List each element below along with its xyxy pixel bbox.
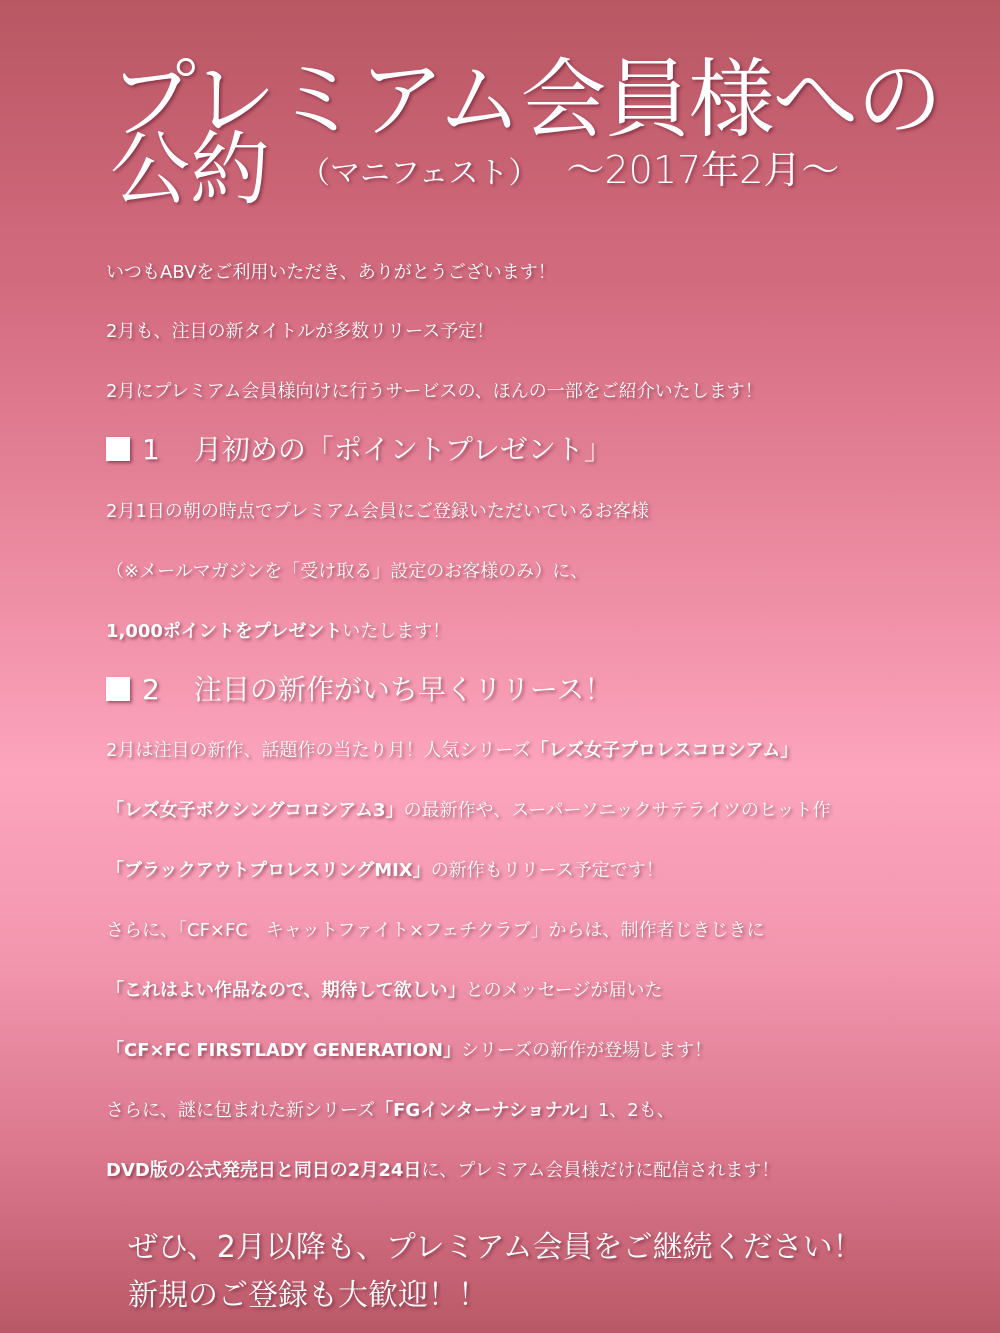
body-text: の最新作や、スーパーソニックサテライツのヒット作 <box>403 800 831 821</box>
intro-line-1: いつもABVをご利用いただき、ありがとうございます！ <box>106 262 556 283</box>
page-title-line2 <box>110 105 839 220</box>
highlight-text: 「これはよい作品なので、期待して欲しい」 <box>106 980 466 1001</box>
highlight-text: 「FGインターナショナル」 <box>375 1100 598 1121</box>
body-text: シリーズの新作が登場します！ <box>460 1040 713 1061</box>
section-2-title: 注目の新作がいち早くリリース！ <box>193 673 613 706</box>
highlight-text: 「CF×FC FIRSTLADY GENERATION」 <box>106 1040 461 1061</box>
highlight-text: 1,000ポイントをプレゼント <box>106 621 343 642</box>
highlight-text: 「レズ女子ボクシングコロシアム3」 <box>106 800 404 821</box>
section-2-line-5 <box>106 976 663 1002</box>
section-1-heading <box>106 428 612 468</box>
section-1-line-1: 2月1日の朝の時点でプレミアム会員にご登録いただいているお客様 <box>106 501 649 522</box>
body-text: さらに、謎に包まれた新シリーズ <box>106 1100 376 1121</box>
intro-line-2: 2月も、注目の新タイトルが多数リリース予定！ <box>106 321 495 342</box>
title-subtitle: （マニフェスト） <box>300 156 539 191</box>
square-bullet-icon <box>106 677 130 701</box>
closing-line-2: 新規のご登録も大歓迎！！ <box>128 1278 488 1313</box>
intro-line-3: 2月にプレミアム会員様向けに行うサービスの、ほんの一部をご紹介いたします！ <box>106 381 763 402</box>
section-2-line-1 <box>106 736 798 762</box>
highlight-text: 「ブラックアウトプロレスリングMIX」 <box>106 860 431 881</box>
body-text: に、プレミアム会員様だけに配信されます！ <box>421 1160 780 1181</box>
section-2-line-4: さらに、「CF×FC キャットファイト×フェチクラブ」からは、制作者じきじきに <box>106 920 765 941</box>
section-1-line-3 <box>106 617 450 643</box>
title-word: 公約 <box>110 123 270 216</box>
section-2-line-7 <box>106 1096 675 1122</box>
body-text: 1、2も、 <box>597 1100 675 1121</box>
highlight-text: DVD版の公式発売日と同日の2月24日 <box>106 1160 422 1181</box>
section-1-title: 月初めの「ポイントプレゼント」 <box>193 433 612 466</box>
body-text: 2月は注目の新作、話題作の当たり月！人気シリーズ <box>106 740 531 761</box>
section-1-number: 1 <box>142 433 160 466</box>
highlight-text: 「レズ女子プロレスコロシアム」 <box>530 740 799 761</box>
closing-line-1: ぜひ、2月以降も、プレミアム会員をご継続ください！ <box>128 1230 863 1265</box>
section-2-line-6 <box>106 1036 712 1062</box>
body-text: の新作もリリース予定です！ <box>430 860 664 881</box>
page-title: プレミアム会員様への <box>110 50 941 150</box>
section-1-line-2: （※メールマガジンを「受け取る」設定のお客様のみ）に、 <box>106 561 589 582</box>
section-2-heading <box>106 668 612 708</box>
section-2-line-2 <box>106 796 831 822</box>
section-2-line-3 <box>106 856 664 882</box>
section-2-line-8 <box>106 1156 779 1182</box>
title-date: ～2017年2月～ <box>566 148 840 192</box>
square-bullet-icon <box>106 437 130 461</box>
section-2-number: 2 <box>142 673 160 706</box>
body-text: とのメッセージが届いた <box>465 980 663 1001</box>
body-text: いたします！ <box>342 621 451 642</box>
